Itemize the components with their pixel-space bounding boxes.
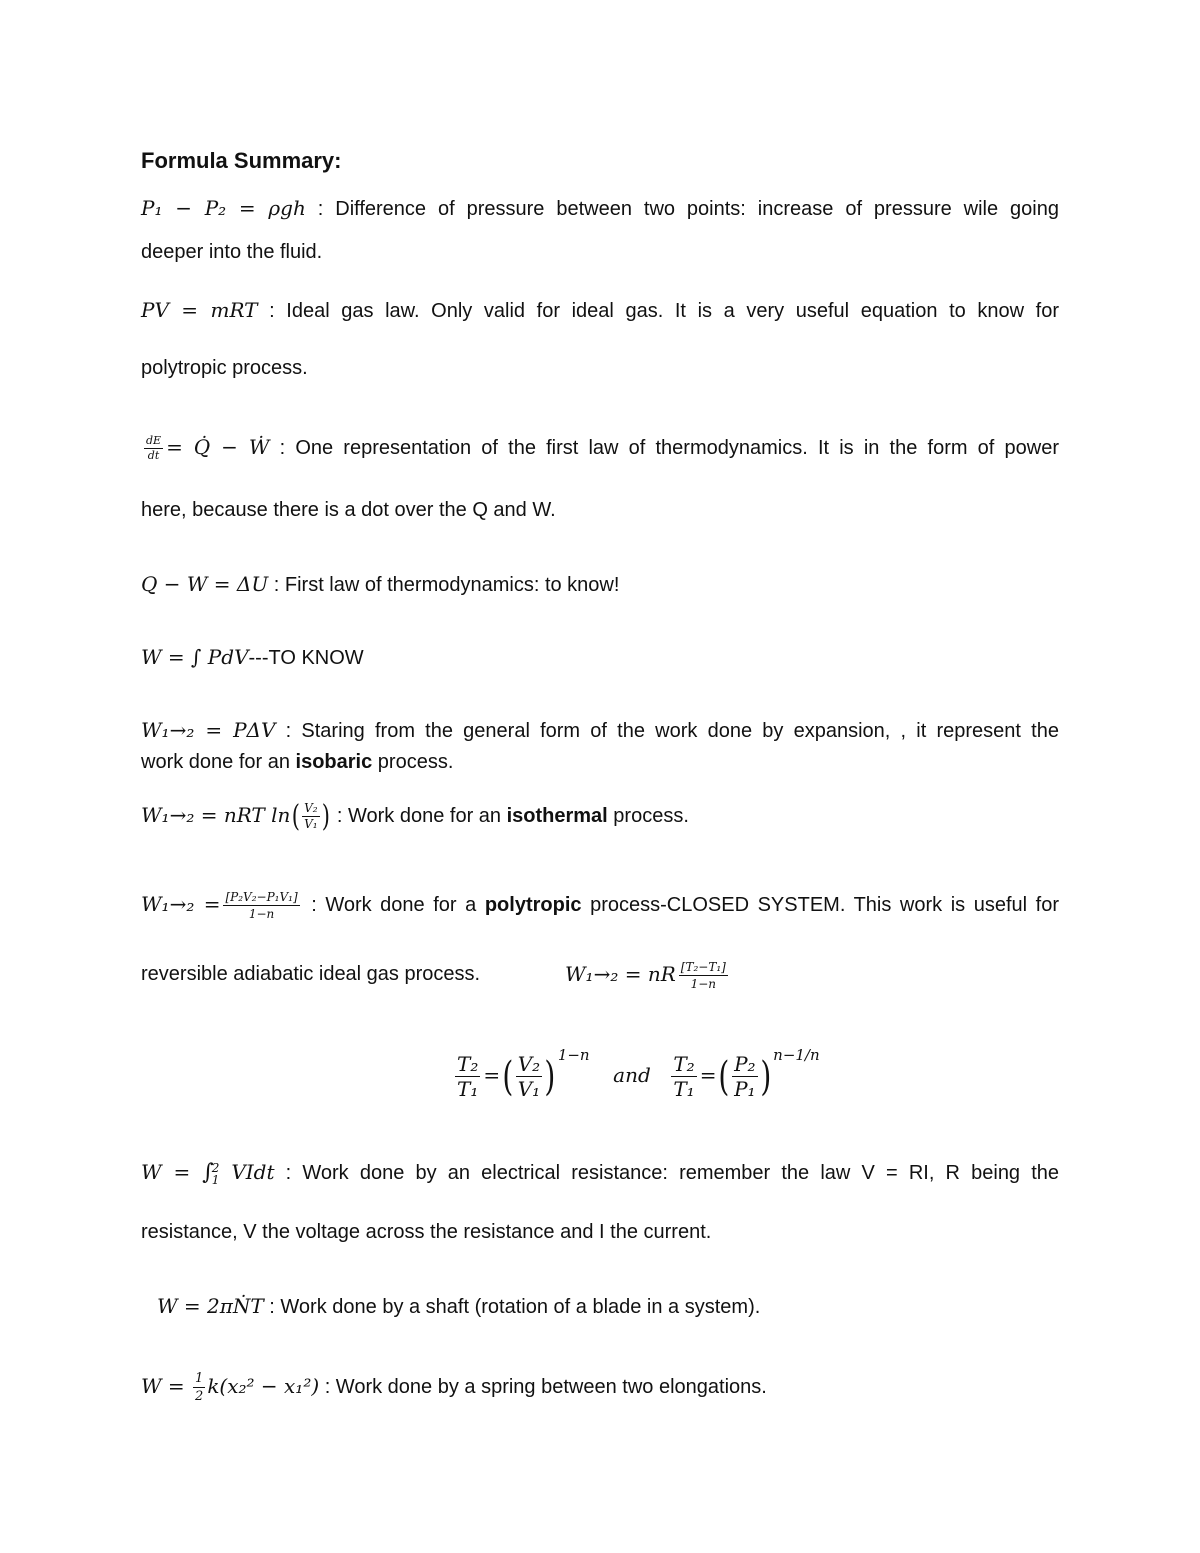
formula-6-bold: isobaric — [295, 751, 373, 773]
formula-6-text-a: work done for an — [141, 751, 296, 773]
formula-12-lhs: W = — [141, 1374, 192, 1398]
formula-9-t-den-2: T₁ — [673, 1077, 695, 1102]
formula-9-t-den: T₁ — [457, 1077, 479, 1102]
formula-8-alt — [565, 952, 731, 997]
formula-7-text-a: : Work done for an — [331, 805, 507, 827]
formula-shaft-work — [157, 1294, 1075, 1319]
formula-8-description-cont: reversible adiabatic ideal gas process. — [141, 963, 481, 985]
formula-pressure-difference — [141, 196, 1059, 221]
formula-2-description: : Ideal gas law. Only valid for ideal gas. It is a very useful equation to know for — [257, 300, 1060, 322]
formula-10-upper-limit: 2 — [211, 1160, 220, 1175]
formula-ideal-gas — [141, 298, 1059, 323]
formula-12-half-num: 1 — [195, 1371, 204, 1387]
formula-11-description: : Work done by a shaft (rotation of a blade in a system). — [263, 1296, 761, 1318]
formula-6: W₁→₂ = PΔV — [141, 718, 276, 742]
formula-8-bold: polytropic — [484, 894, 582, 916]
formula-7-numerator: V₂ — [304, 801, 318, 816]
formula-isothermal: W₁→₂ = nRT ln( $\frac{\text{V₂}}{\text{V₁}}$ ) : Work done for an isothermal process. — [141, 798, 689, 834]
formula-8-text-b: process-CLOSED SYSTEM. This work is useful for — [581, 894, 1060, 916]
page-title: Formula Summary: — [141, 148, 342, 173]
formula-6-description-cont — [141, 750, 1059, 774]
formula-7: W₁→₂ = nRT ln — [141, 803, 291, 827]
formula-2-description-cont: polytropic process. — [141, 357, 308, 379]
formula-work-integral — [141, 645, 1059, 670]
formula-8-numerator: [P₂V₂−P₁V₁] — [225, 890, 298, 905]
formula-first-law — [141, 572, 1059, 597]
formula-4: Q − W = ΔU — [141, 572, 269, 596]
formula-9-t-num-2: T₂ — [673, 1052, 695, 1077]
formula-8-lhs: W₁→₂ = — [141, 892, 221, 916]
formula-9-exp2: n−1/n — [773, 1046, 820, 1064]
formula-first-law-power — [141, 430, 1059, 465]
formula-polytropic — [141, 883, 1059, 926]
formula-1: P₁ − P₂ = ρgh — [141, 196, 306, 220]
formula-7-text-b: process. — [607, 805, 689, 827]
formula-6-description: : Staring from the general form of the work done by expansion, , it represent the — [275, 720, 1059, 742]
formula-9-t-num: T₂ — [457, 1052, 479, 1077]
formula-12-rest: k(x₂² − x₁²) — [207, 1374, 320, 1398]
formula-10: W = ∫ 2 1 VIdt — [141, 1160, 275, 1187]
formula-8-text-a: : Work done for a — [302, 894, 485, 916]
formula-5-description: ---TO KNOW — [248, 647, 364, 669]
formula-11: W = 2πṄT — [157, 1294, 264, 1318]
formula-3-description: : One representation of the first law of thermodynamics. It is in the form of power — [269, 437, 1059, 459]
formula-2: PV = mRT — [141, 298, 258, 322]
formula-7-denominator: V₁ — [304, 817, 318, 832]
formula-8-alt-denominator: 1−n — [690, 977, 716, 992]
formula-12-half-den: 2 — [195, 1389, 204, 1405]
formula-3-description-cont: here, because there is a dot over the Q and W. — [141, 499, 556, 521]
formula-7-bold: isothermal — [506, 805, 608, 827]
formula-1-description: : Difference of pressure between two points: increase of pressure wile going — [305, 198, 1059, 220]
formula-3-rest: = Q̇ − Ẇ — [166, 435, 270, 459]
formula-electrical-work — [141, 1155, 1059, 1190]
formula-5: W = ∫ PdV — [141, 645, 249, 669]
formula-9-p-num: P₂ — [734, 1052, 756, 1077]
formula-4-description: : First law of thermodynamics: to know! — [268, 574, 620, 596]
formula-9-v-den: V₁ — [517, 1077, 541, 1102]
formula-spring-work — [141, 1366, 1059, 1407]
formula-isobaric — [141, 718, 1059, 743]
formula-9-and: and — [613, 1063, 651, 1087]
formula-3 — [141, 434, 270, 462]
formula-temperature-ratios: $\frac{\text{T₂}}{\text{T₁}}$ =( $\frac{\text{V₂}}{\text{V₁}}$ ) $^{1-n}$ and $\frac{\text{T₂}}{\text{T₁}}$ =( $\frac{\text{P₂}}{\text{P₁}}$ ) $^{n-1/n}$ — [457, 1046, 820, 1102]
formula-9-v-num: V₂ — [517, 1052, 541, 1077]
formula-10-description-cont: resistance, V the voltage across the resistance and I the current. — [141, 1221, 712, 1243]
formula-9-exp1: 1−n — [557, 1046, 590, 1064]
formula-10-lower-limit: 1 — [211, 1172, 220, 1187]
formula-10-lhs: W = — [141, 1160, 203, 1184]
formula-8-alt-lhs: W₁→₂ = nR — [565, 962, 676, 986]
formula-3-denominator: dt — [147, 449, 160, 462]
formula-8-alt-numerator: [T₂−T₁] — [680, 960, 726, 975]
formula-10-description: : Work done by an electrical resistance: remember the law V = RI, R being the — [274, 1162, 1060, 1184]
formula-9-p-den: P₁ — [734, 1077, 756, 1102]
formula-10-integrand: VIdt — [231, 1160, 275, 1184]
formula-12-description: : Work done by a spring between two elongations. — [319, 1376, 767, 1398]
formula-8-denominator: 1−n — [248, 907, 275, 922]
formula-1-description-cont: deeper into the fluid. — [141, 241, 323, 263]
formula-6-text-b: process. — [372, 751, 454, 773]
formula-3-numerator: dE — [146, 434, 162, 447]
